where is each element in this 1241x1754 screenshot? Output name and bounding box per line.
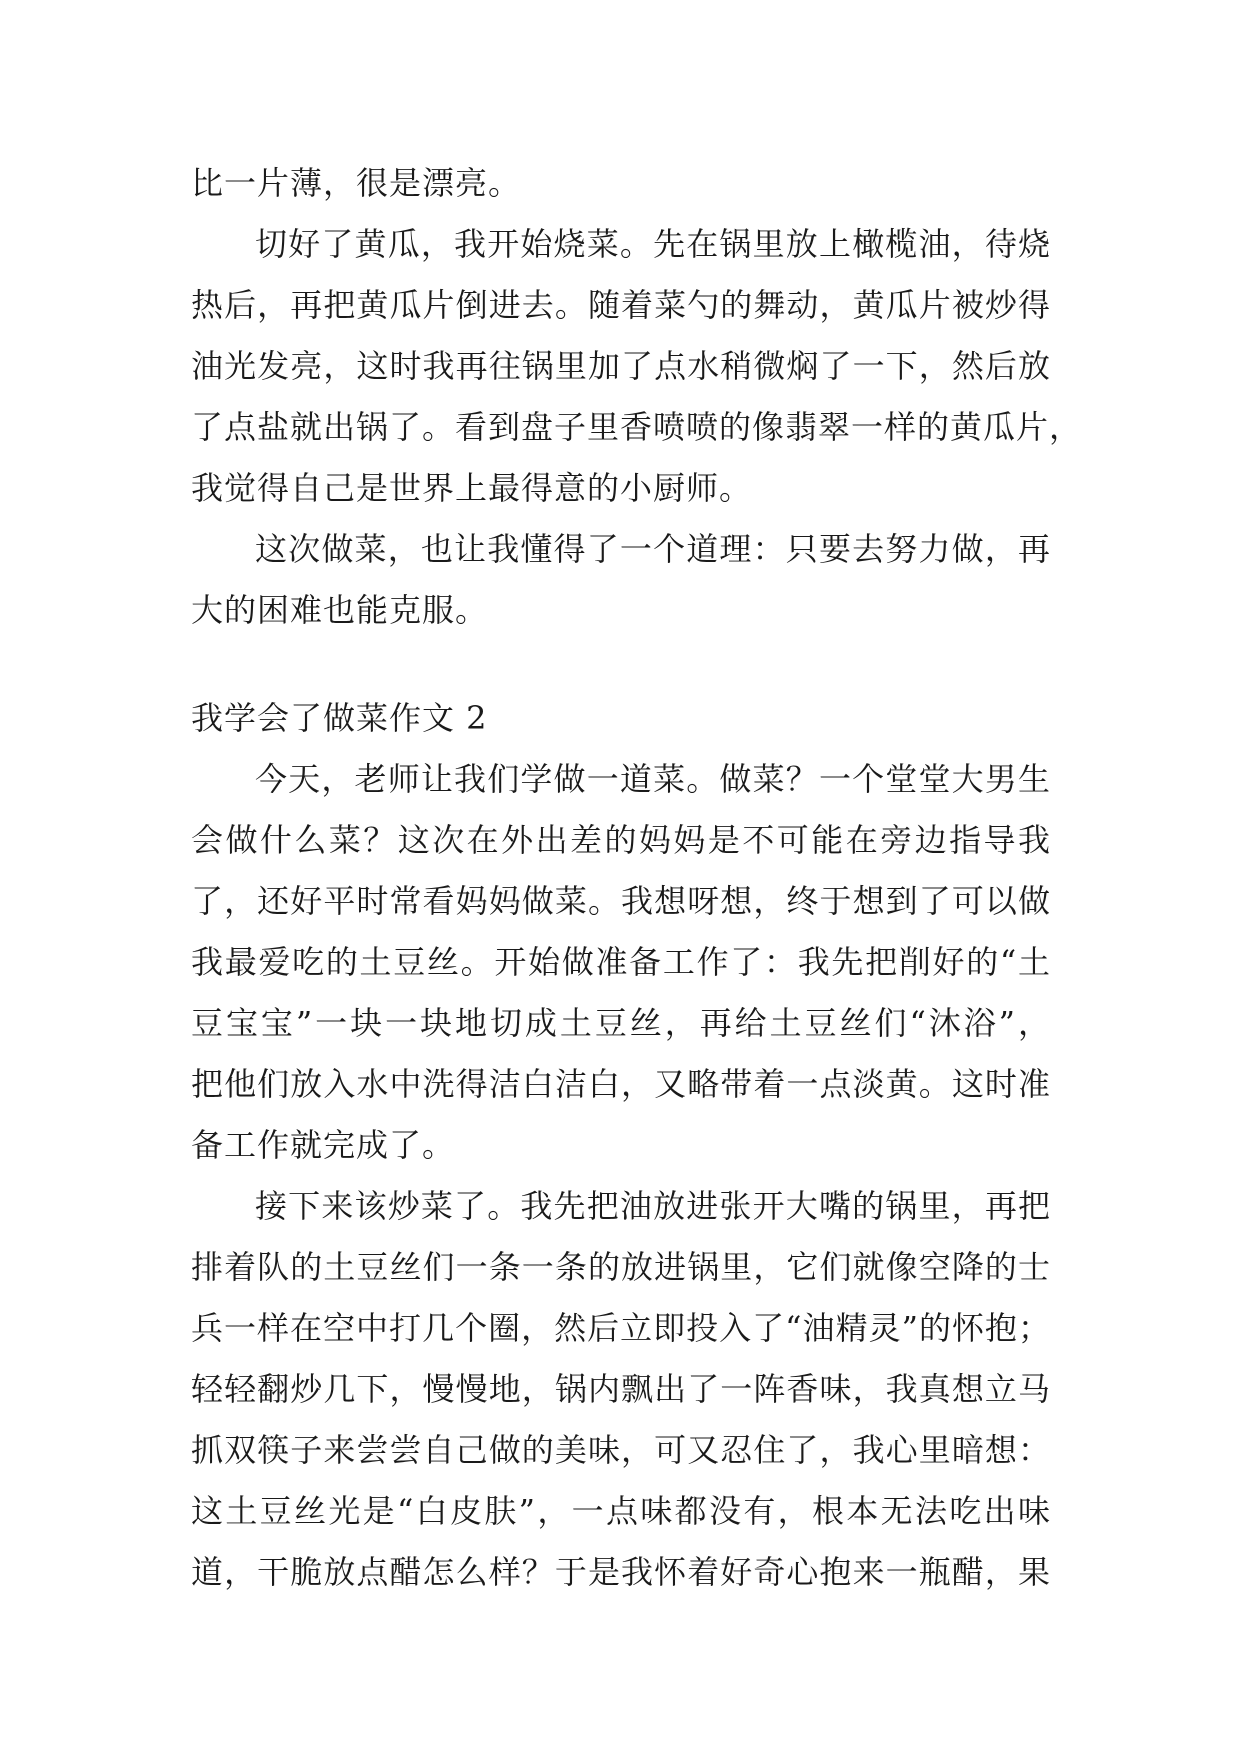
paragraph-line: 道，干脆放点醋怎么样？于是我怀着好奇心抱来一瓶醋，果 [191, 1553, 1051, 1591]
paragraph-line: 兵一样在空中打几个圈，然后立即投入了“油精灵”的怀抱； [191, 1309, 1051, 1347]
paragraph-line: 了，还好平时常看妈妈做菜。我想呀想，终于想到了可以做 [191, 882, 1051, 920]
paragraph-line: 轻轻翻炒几下，慢慢地，锅内飘出了一阵香味，我真想立马 [191, 1370, 1051, 1408]
paragraph-line: 备工作就完成了。 [191, 1126, 456, 1164]
paragraph-line: 这土豆丝光是“白皮肤”，一点味都没有，根本无法吃出味 [191, 1492, 1051, 1530]
paragraph-line: 这次做菜，也让我懂得了一个道理：只要去努力做，再 [255, 530, 1051, 568]
paragraph-line: 排着队的土豆丝们一条一条的放进锅里，它们就像空降的士 [191, 1248, 1051, 1286]
paragraph-line: 我最爱吃的土豆丝。开始做准备工作了：我先把削好的“土 [191, 943, 1051, 981]
paragraph-line: 把他们放入水中洗得洁白洁白，又略带着一点淡黄。这时准 [191, 1065, 1051, 1103]
paragraph-line: 比一片薄，很是漂亮。 [191, 164, 522, 202]
paragraph-line: 了点盐就出锅了。看到盘子里香喷喷的像翡翠一样的黄瓜片， [191, 408, 1083, 446]
paragraph-line: 大的困难也能克服。 [191, 591, 489, 629]
paragraph-line: 豆宝宝”一块一块地切成土豆丝，再给土豆丝们“沐浴”， [191, 1004, 1051, 1042]
paragraph-line: 我觉得自己是世界上最得意的小厨师。 [191, 469, 753, 507]
paragraph-line: 会做什么菜？这次在外出差的妈妈是不可能在旁边指导我 [191, 821, 1051, 859]
section-1-body [191, 153, 1083, 641]
paragraph-line: 热后，再把黄瓜片倒进去。随着菜勺的舞动，黄瓜片被炒得 [191, 286, 1051, 324]
paragraph-line: 接下来该炒菜了。我先把油放进张开大嘴的锅里，再把 [255, 1187, 1051, 1225]
paragraph-line: 抓双筷子来尝尝自己做的美味，可又忍住了，我心里暗想： [191, 1431, 1051, 1469]
section-2-heading: 我学会了做菜作文 2 [191, 699, 488, 737]
section-2-body [191, 749, 1051, 1603]
paragraph-line: 今天，老师让我们学做一道菜。做菜？一个堂堂大男生 [255, 760, 1051, 798]
paragraph-line: 切好了黄瓜，我开始烧菜。先在锅里放上橄榄油，待烧 [255, 225, 1051, 263]
paragraph-line: 油光发亮，这时我再往锅里加了点水稍微焖了一下，然后放 [191, 347, 1051, 385]
